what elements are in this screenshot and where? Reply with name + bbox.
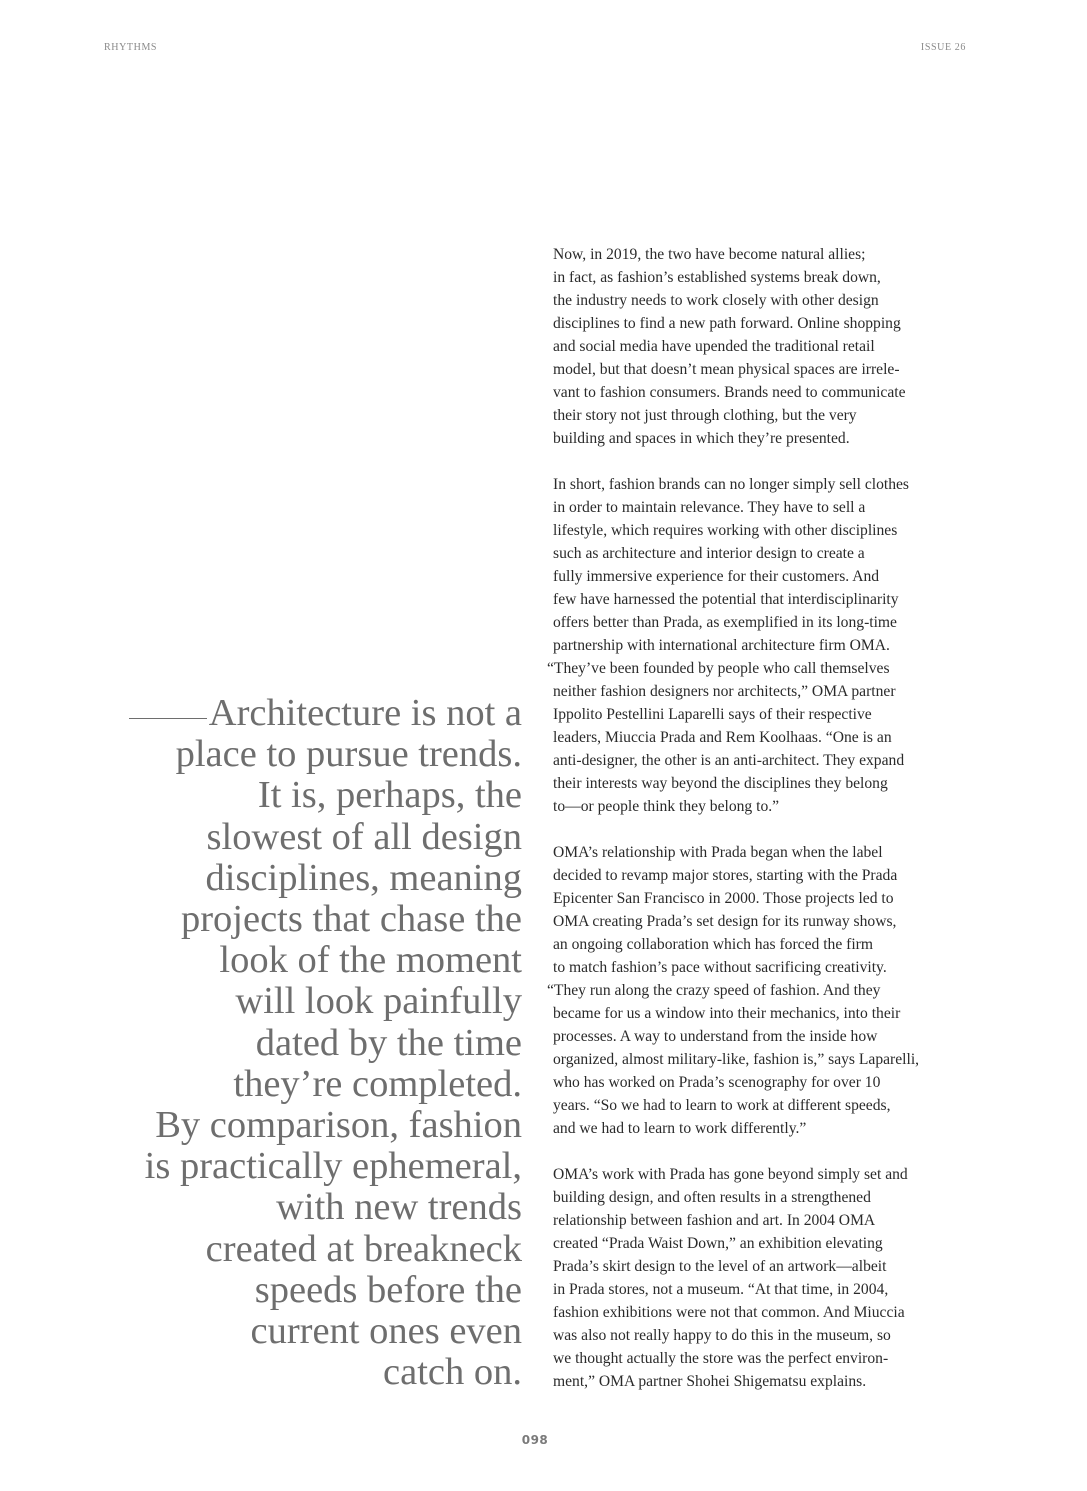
pull-quote-line: It is, perhaps, the	[257, 774, 522, 817]
pull-quote-line: catch on.	[383, 1351, 522, 1394]
pull-quote-line: slowest of all design	[206, 815, 522, 858]
page-number: 098	[521, 1433, 549, 1447]
pull-quote-line: created at breakneck	[205, 1227, 522, 1270]
pull-quote-line: is practically ephemeral,	[144, 1145, 522, 1188]
pull-quote-line: disciplines, meaning	[205, 856, 522, 899]
pull-quote-line: with new trends	[276, 1186, 522, 1229]
pull-quote-line: By comparison, fashion	[155, 1104, 522, 1147]
pull-quote-rule	[129, 718, 207, 719]
pull-quote-line: they’re completed.	[233, 1062, 522, 1105]
pull-quote-line: current ones even	[250, 1310, 522, 1353]
paragraph-4: OMA’s work with Prada has gone beyond simply set and building design, and often results in a strengthened relationship between fashion and art. In 2004 OMA created “Prada Waist Down,” an exhibition elevating Prada’s skirt design to the level of an artwork—albeit in Prada stores, not a museum. “At that time, in 2004, fashion exhibitions were not that common. And Miuccia was also not really happy to do this in the museum, so we thought actually the store was the perfect environ- ment,” OMA partner Shohei Shigematsu explains.	[553, 1166, 908, 1390]
pull-quote-line: dated by the time	[255, 1021, 522, 1064]
paragraph-3: OMA’s relationship with Prada began when the label decided to revamp major stores, starting with the Prada Epicenter San Francisco in 2000. Those projects led to OMA creating Prada’s set design for its runway shows, an ongoing collaboration which has forced the firm to match fashion’s pace without sacrificing creativity. “They run along the crazy speed of fashion. And they became for us a window into their mechanics, into their processes. A way to understand from the inside how organized, almost military-like, fashion is,” says Laparelli, who has worked on Prada’s scenography for over 10 years. “So we had to learn to work at different speeds, and we had to learn to work differently.”	[547, 844, 920, 1137]
pull-quote	[100, 693, 522, 1393]
pull-quote-line: look of the moment	[219, 939, 522, 982]
pull-quote-line: projects that chase the	[180, 898, 522, 941]
pull-quote-line: place to pursue trends.	[175, 733, 522, 776]
pull-quote-line: will look painfully	[235, 980, 522, 1023]
running-head-section: RHYTHMS	[104, 42, 158, 53]
article-body	[547, 243, 983, 1416]
running-head-issue: ISSUE 26	[920, 42, 966, 53]
paragraph-2: In short, fashion brands can no longer simply sell clothes in order to maintain relevance. They have to sell a lifestyle, which requires working with other disciplines such as architecture and interior design to create a fully immersive experience for their customers. And few have harnessed the potential that interdisciplinarity offers better than Prada, as exemplified in its long-time partnership with international architecture firm OMA. “They’ve been founded by people who call themselves neither fashion designers nor architects,” OMA partner Ippolito Pestellini Laparelli says of their respective leaders, Miuccia Prada and Rem Koolhaas. “One is an anti-designer, the other is an anti-architect. They expand their interests way beyond the disciplines they belong to—or people think they belong to.”	[547, 476, 909, 815]
pull-quote-line: Architecture is not a	[100, 693, 522, 734]
paragraph-1: Now, in 2019, the two have become natural allies; in fact, as fashion’s established systems break down, the industry needs to work closely with other design disciplines to find a new path forward. Online shopping and social media have upended the traditional retail model, but that doesn’t mean physical spaces are irrele- vant to fashion consumers. Brands need to communicate their story not just through clothing, but the very building and spaces in which they’re presented.	[553, 246, 906, 447]
pull-quote-line: speeds before the	[254, 1268, 522, 1311]
